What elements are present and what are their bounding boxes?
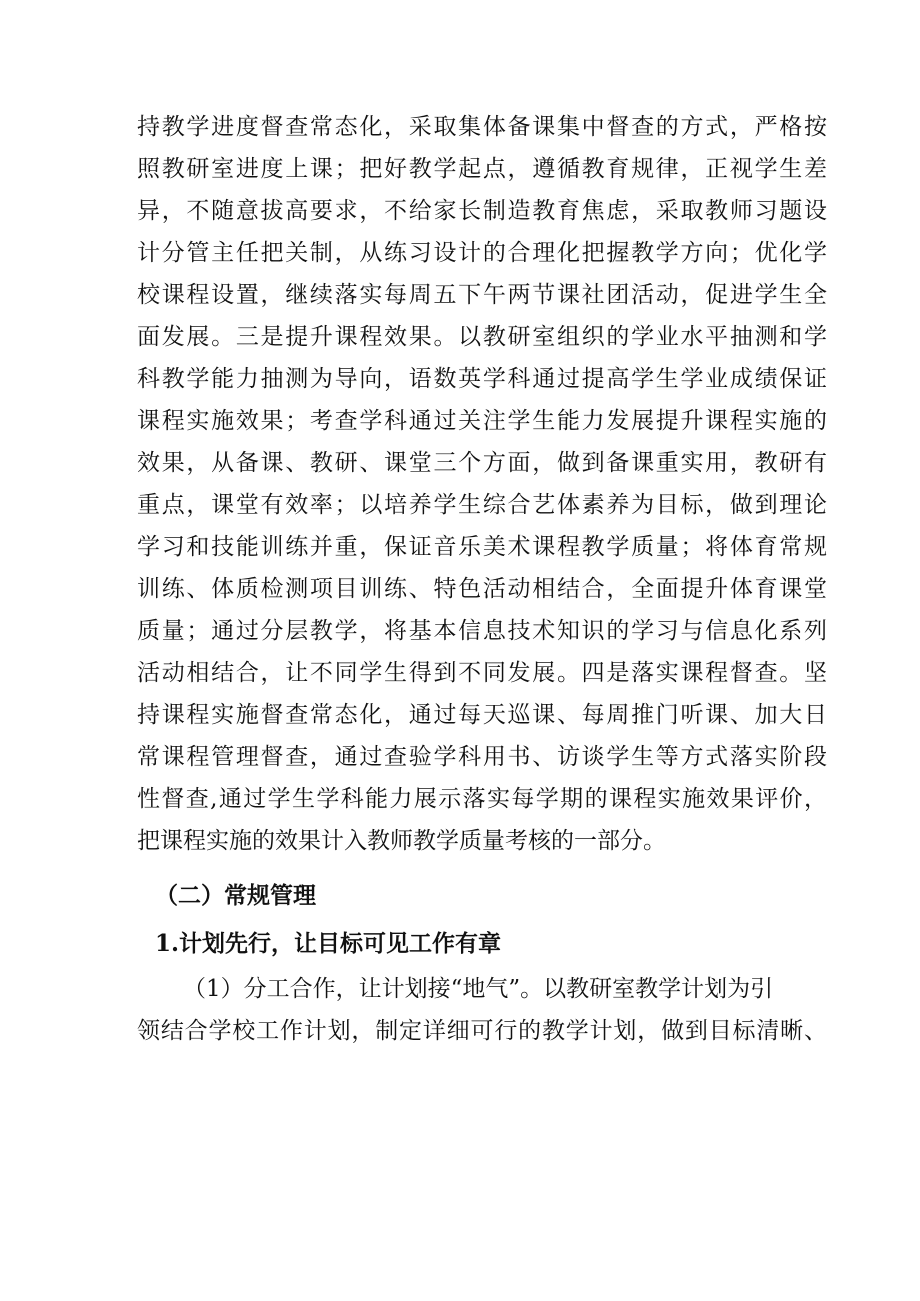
paragraph-line: 性督查,通过学生学科能力展示落实每学期的课程实施效果评价， [137, 786, 827, 812]
paragraph-line: 面发展。三是提升课程效果。以教研室组织的学业水平抽测和学 [137, 324, 827, 350]
paragraph-line: 持教学进度督查常态化，采取集体备课集中督查的方式，严格按 [137, 114, 827, 140]
paragraph-curriculum [137, 106, 827, 862]
paragraph-line: 活动相结合，让不同学生得到不同发展。四是落实课程督查。坚 [137, 660, 827, 686]
paragraph-line: 学习和技能训练并重，保证音乐美术课程教学质量；将体育常规 [137, 534, 827, 560]
paragraph-line: 重点，课堂有效率；以培养学生综合艺体素养为目标，做到理论 [137, 492, 827, 518]
paragraph-line: 科教学能力抽测为导向，语数英学科通过提高学生学业成绩保证 [137, 366, 827, 392]
paragraph-line: 照教研室进度上课；把好教学起点，遵循教育规律，正视学生差 [137, 156, 827, 182]
paragraph-line: 效果，从备课、教研、课堂三个方面，做到备课重实用，教研有 [137, 450, 827, 476]
paragraph-planning [137, 968, 827, 1052]
paragraph-line: 训练、体质检测项目训练、特色活动相结合，全面提升体育课堂 [137, 576, 827, 602]
paragraph-line: 常课程管理督查，通过查验学科用书、访谈学生等方式落实阶段 [137, 744, 827, 770]
spacer [137, 862, 827, 872]
paragraph-line: 把课程实施的效果计入教师教学质量考核的一部分。 [137, 828, 666, 854]
paragraph-line: 计分管主任把关制，从练习设计的合理化把握教学方向；优化学 [137, 240, 827, 266]
document-body [137, 106, 827, 1052]
paragraph-line: 校课程设置，继续落实每周五下午两节课社团活动，促进学生全 [137, 282, 827, 308]
paragraph-line: 质量；通过分层教学，将基本信息技术知识的学习与信息化系列 [137, 618, 827, 644]
paragraph-line: 异，不随意拔高要求，不给家长制造教育焦虑，采取教师习题设 [137, 198, 827, 224]
section-heading: （二）常规管理 [155, 882, 316, 909]
paragraph-line: 课程实施效果；考查学科通过关注学生能力发展提升课程实施的 [137, 408, 827, 434]
subsection-heading: 1.计划先行，让目标可见工作有章 [155, 930, 502, 957]
paragraph-line: （1）分工合作，让计划接“地气”。以教研室教学计划为引 [183, 976, 774, 1002]
paragraph-line: 持课程实施督查常态化，通过每天巡课、每周推门听课、加大日 [137, 702, 827, 728]
paragraph-line: 领结合学校工作计划，制定详细可行的教学计划，做到目标清晰、 [137, 1018, 827, 1044]
